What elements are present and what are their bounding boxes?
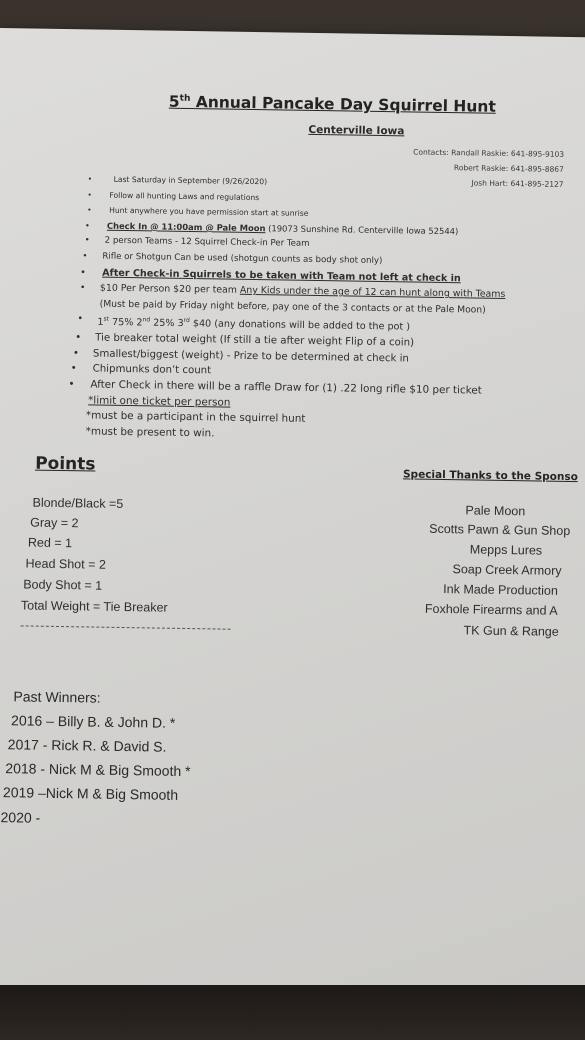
rule-text: rd [183,317,190,325]
rule-text: Last Saturday in September (9/26/2020) [113,174,268,187]
location-subtitle: Centerville Iowa [308,123,405,138]
points-item: Body Shot = 1 [23,577,103,593]
winner-entry: 2020 - [0,809,41,826]
bullet-icon: • [84,235,90,246]
winner-entry: 2017 - Rick R. & David S. [7,736,167,755]
page-title [169,93,496,116]
rule-text: st [103,316,110,324]
title-text: Annual Pancake Day Squirrel Hunt [195,93,496,116]
bullet-icon: • [87,189,92,200]
bullet-icon: • [82,251,88,262]
rule-text: Check In @ 11:00am @ Pale Moon [106,220,266,233]
points-item: Total Weight = Tie Breaker [20,598,168,615]
rule-text: Smallest/biggest (weight) - Prize to be determined at check in [92,348,410,365]
rule-text: Tie breaker total weight (If still a tie after weight Flip of a coin) [95,332,415,349]
sponsors-list [413,503,585,639]
sponsor-item: Pale Moon [465,503,526,519]
bullet-icon: • [77,313,84,325]
rule-text: *limit one ticket per person [88,393,231,409]
rule-text: $10 Per Person $20 per team [99,282,241,296]
past-winners-heading: Past Winners: [13,688,101,706]
contact-line: Contacts: Randall Raskie: 641-895-9103 [413,147,565,159]
rule-text: (19073 Sunshine Rd. Centerville Iowa 52544) [265,222,459,237]
sponsor-item: Foxhole Firearms and A [424,601,558,618]
rule-text: Hunt anywhere you have permission start at sunrise [109,205,309,219]
rule-text: $40 (any donations will be added to the pot ) [189,318,411,334]
rule-text: 75% 2 [108,317,143,329]
title-ordinal-suffix: th [179,93,191,104]
sponsor-item: Scotts Pawn & Gun Shop [429,521,571,539]
bullet-icon: • [87,205,92,215]
rule-text: (Must be paid by Friday night before, pay one of the 3 contacts or at the Pale Moon) [99,298,486,316]
table-surface [0,985,585,1040]
rule-text: Any Kids under the age of 12 can hunt along with Teams [239,284,506,301]
rule-text: *must be present to win. [85,425,215,440]
bullet-icon: • [80,266,86,278]
dashed-divider [21,625,231,629]
sponsor-item: Mepps Lures [469,542,543,558]
rules-list [68,171,584,447]
sponsor-item: Soap Creek Armory [452,562,562,578]
rule-text: After Check-in Squirrels to be taken with Team not left at check in [102,267,461,284]
points-item: Blonde/Black =5 [32,495,124,511]
rule-text: nd [142,316,151,324]
points-item: Red = 1 [27,535,73,551]
bullet-icon: • [79,282,86,294]
points-item: Gray = 2 [30,515,79,531]
winner-entry: 2016 – Billy B. & John D. * [11,712,176,731]
sponsors-heading: Special Thanks to the Sponso [402,468,578,484]
rule-text: 2 person Teams - 12 Squirrel Check-in Per Team [104,236,310,250]
rule-text: Chipmunks don’t count [92,363,212,377]
past-winners-section [0,688,290,826]
bullet-icon: • [70,363,77,375]
sponsor-item: TK Gun & Range [463,623,559,639]
points-item: Head Shot = 2 [25,556,106,572]
points-list [0,495,253,615]
winner-entry: 2018 - Nick M & Big Smooth * [5,760,191,780]
winner-entry: 2019 –Nick M & Big Smooth [2,784,179,803]
title-ordinal: 5 [168,92,180,111]
flyer-paper [0,28,585,995]
bullet-icon: • [84,220,90,231]
bullet-icon: • [87,174,93,184]
contact-line: Robert Raskie: 641-895-8867 [453,163,564,174]
bullet-icon: • [72,347,79,359]
bullet-icon: • [68,378,75,391]
rule-text: *must be a participant in the squirrel hunt [85,409,306,425]
contact-line: Josh Hart: 641-895-2127 [471,178,564,189]
rule-text: After Check in there will be a raffle Draw for (1) .22 long rifle $10 per ticket [90,378,482,397]
points-heading: Points [35,453,96,475]
rule-text: 25% 3 [150,317,184,330]
rule-text: Follow all hunting Laws and regulations [109,190,260,202]
rule-text: 1 [97,317,104,329]
sponsor-item: Ink Made Production [443,582,558,598]
bullet-icon: • [75,332,82,344]
rule-text: Rifle or Shotgun Can be used (shotgun counts as body shot only) [102,251,383,267]
